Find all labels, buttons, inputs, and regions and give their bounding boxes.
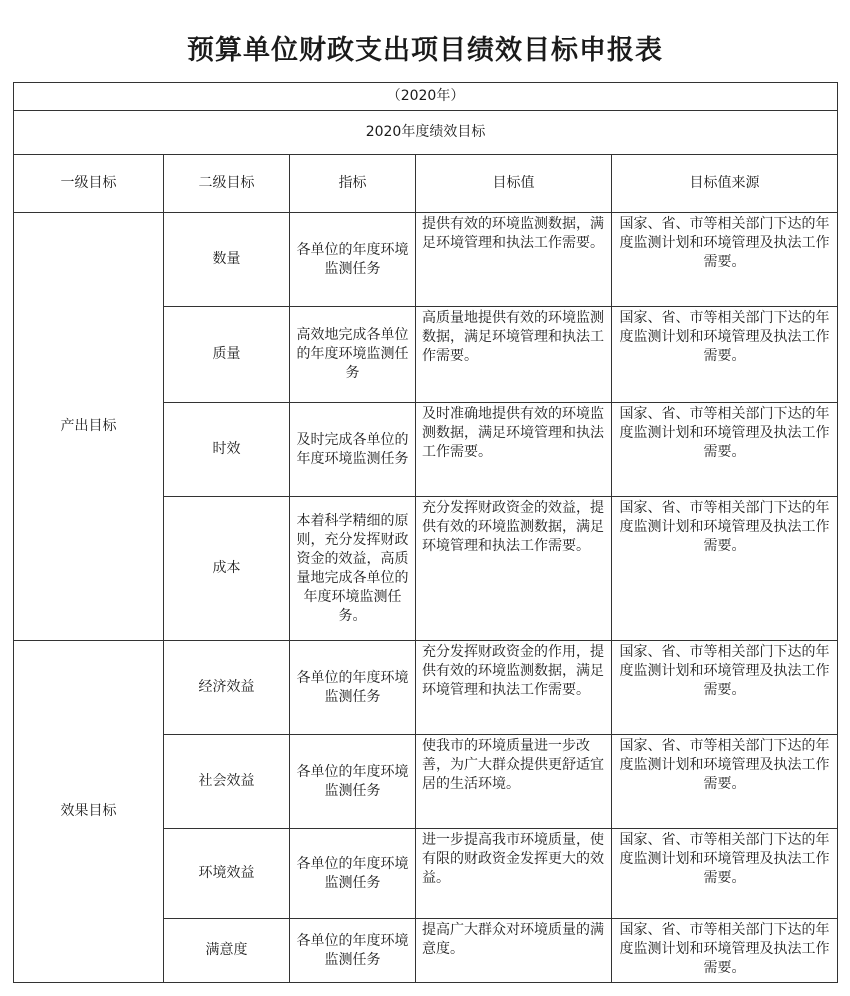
- table-row: [14, 213, 838, 307]
- target-source-cell: 国家、省、市等相关部门下达的年度监测计划和环境管理及执法工作需要。: [612, 403, 838, 497]
- level1-output: 产出目标: [14, 213, 164, 641]
- target-source-cell: 国家、省、市等相关部门下达的年度监测计划和环境管理及执法工作需要。: [612, 497, 838, 641]
- year-row: [14, 83, 838, 111]
- target-value-cell: 充分发挥财政资金的作用，提供有效的环境监测数据，满足环境管理和执法工作需要。: [416, 641, 612, 735]
- header-level2: 二级目标: [164, 155, 290, 213]
- target-value-cell: 使我市的环境质量进一步改善，为广大群众提供更舒适宜居的生活环境。: [416, 735, 612, 829]
- target-value-cell: 提高广大群众对环境质量的满意度。: [416, 919, 612, 983]
- level1-outcome: 效果目标: [14, 641, 164, 983]
- indicator-cell: 各单位的年度环境监测任务: [290, 735, 416, 829]
- level2-cell: 质量: [164, 307, 290, 403]
- indicator-cell: 及时完成各单位的年度环境监测任务: [290, 403, 416, 497]
- target-value-cell: 及时准确地提供有效的环境监测数据，满足环境管理和执法工作需要。: [416, 403, 612, 497]
- target-source-cell: 国家、省、市等相关部门下达的年度监测计划和环境管理及执法工作需要。: [612, 213, 838, 307]
- header-level1: 一级目标: [14, 155, 164, 213]
- performance-target-table: [13, 82, 838, 983]
- header-row: [14, 155, 838, 213]
- indicator-cell: 各单位的年度环境监测任务: [290, 829, 416, 919]
- level2-cell: 社会效益: [164, 735, 290, 829]
- target-source-cell: 国家、省、市等相关部门下达的年度监测计划和环境管理及执法工作需要。: [612, 735, 838, 829]
- target-source-cell: 国家、省、市等相关部门下达的年度监测计划和环境管理及执法工作需要。: [612, 829, 838, 919]
- section-title: 2020年度绩效目标: [14, 111, 838, 155]
- section-row: [14, 111, 838, 155]
- page-title: 预算单位财政支出项目绩效目标申报表: [187, 35, 663, 66]
- target-source-cell: 国家、省、市等相关部门下达的年度监测计划和环境管理及执法工作需要。: [612, 641, 838, 735]
- target-value-cell: 进一步提高我市环境质量，使有限的财政资金发挥更大的效益。: [416, 829, 612, 919]
- target-value-cell: 高质量地提供有效的环境监测数据，满足环境管理和执法工作需要。: [416, 307, 612, 403]
- target-value-cell: 充分发挥财政资金的效益，提供有效的环境监测数据，满足环境管理和执法工作需要。: [416, 497, 612, 641]
- indicator-cell: 本着科学精细的原则，充分发挥财政资金的效益，高质量地完成各单位的年度环境监测任务。: [290, 497, 416, 641]
- header-indicator: 指标: [290, 155, 416, 213]
- level2-cell: 数量: [164, 213, 290, 307]
- level2-cell: 满意度: [164, 919, 290, 983]
- year-label: （2020年）: [14, 83, 838, 111]
- target-value-cell: 提供有效的环境监测数据，满足环境管理和执法工作需要。: [416, 213, 612, 307]
- table-row: [14, 641, 838, 735]
- header-target-value: 目标值: [416, 155, 612, 213]
- level2-cell: 经济效益: [164, 641, 290, 735]
- indicator-cell: 各单位的年度环境监测任务: [290, 641, 416, 735]
- target-source-cell: 国家、省、市等相关部门下达的年度监测计划和环境管理及执法工作需要。: [612, 307, 838, 403]
- indicator-cell: 各单位的年度环境监测任务: [290, 213, 416, 307]
- target-source-cell: 国家、省、市等相关部门下达的年度监测计划和环境管理及执法工作需要。: [612, 919, 838, 983]
- level2-cell: 时效: [164, 403, 290, 497]
- header-target-source: 目标值来源: [612, 155, 838, 213]
- indicator-cell: 各单位的年度环境监测任务: [290, 919, 416, 983]
- indicator-cell: 高效地完成各单位的年度环境监测任务: [290, 307, 416, 403]
- level2-cell: 成本: [164, 497, 290, 641]
- level2-cell: 环境效益: [164, 829, 290, 919]
